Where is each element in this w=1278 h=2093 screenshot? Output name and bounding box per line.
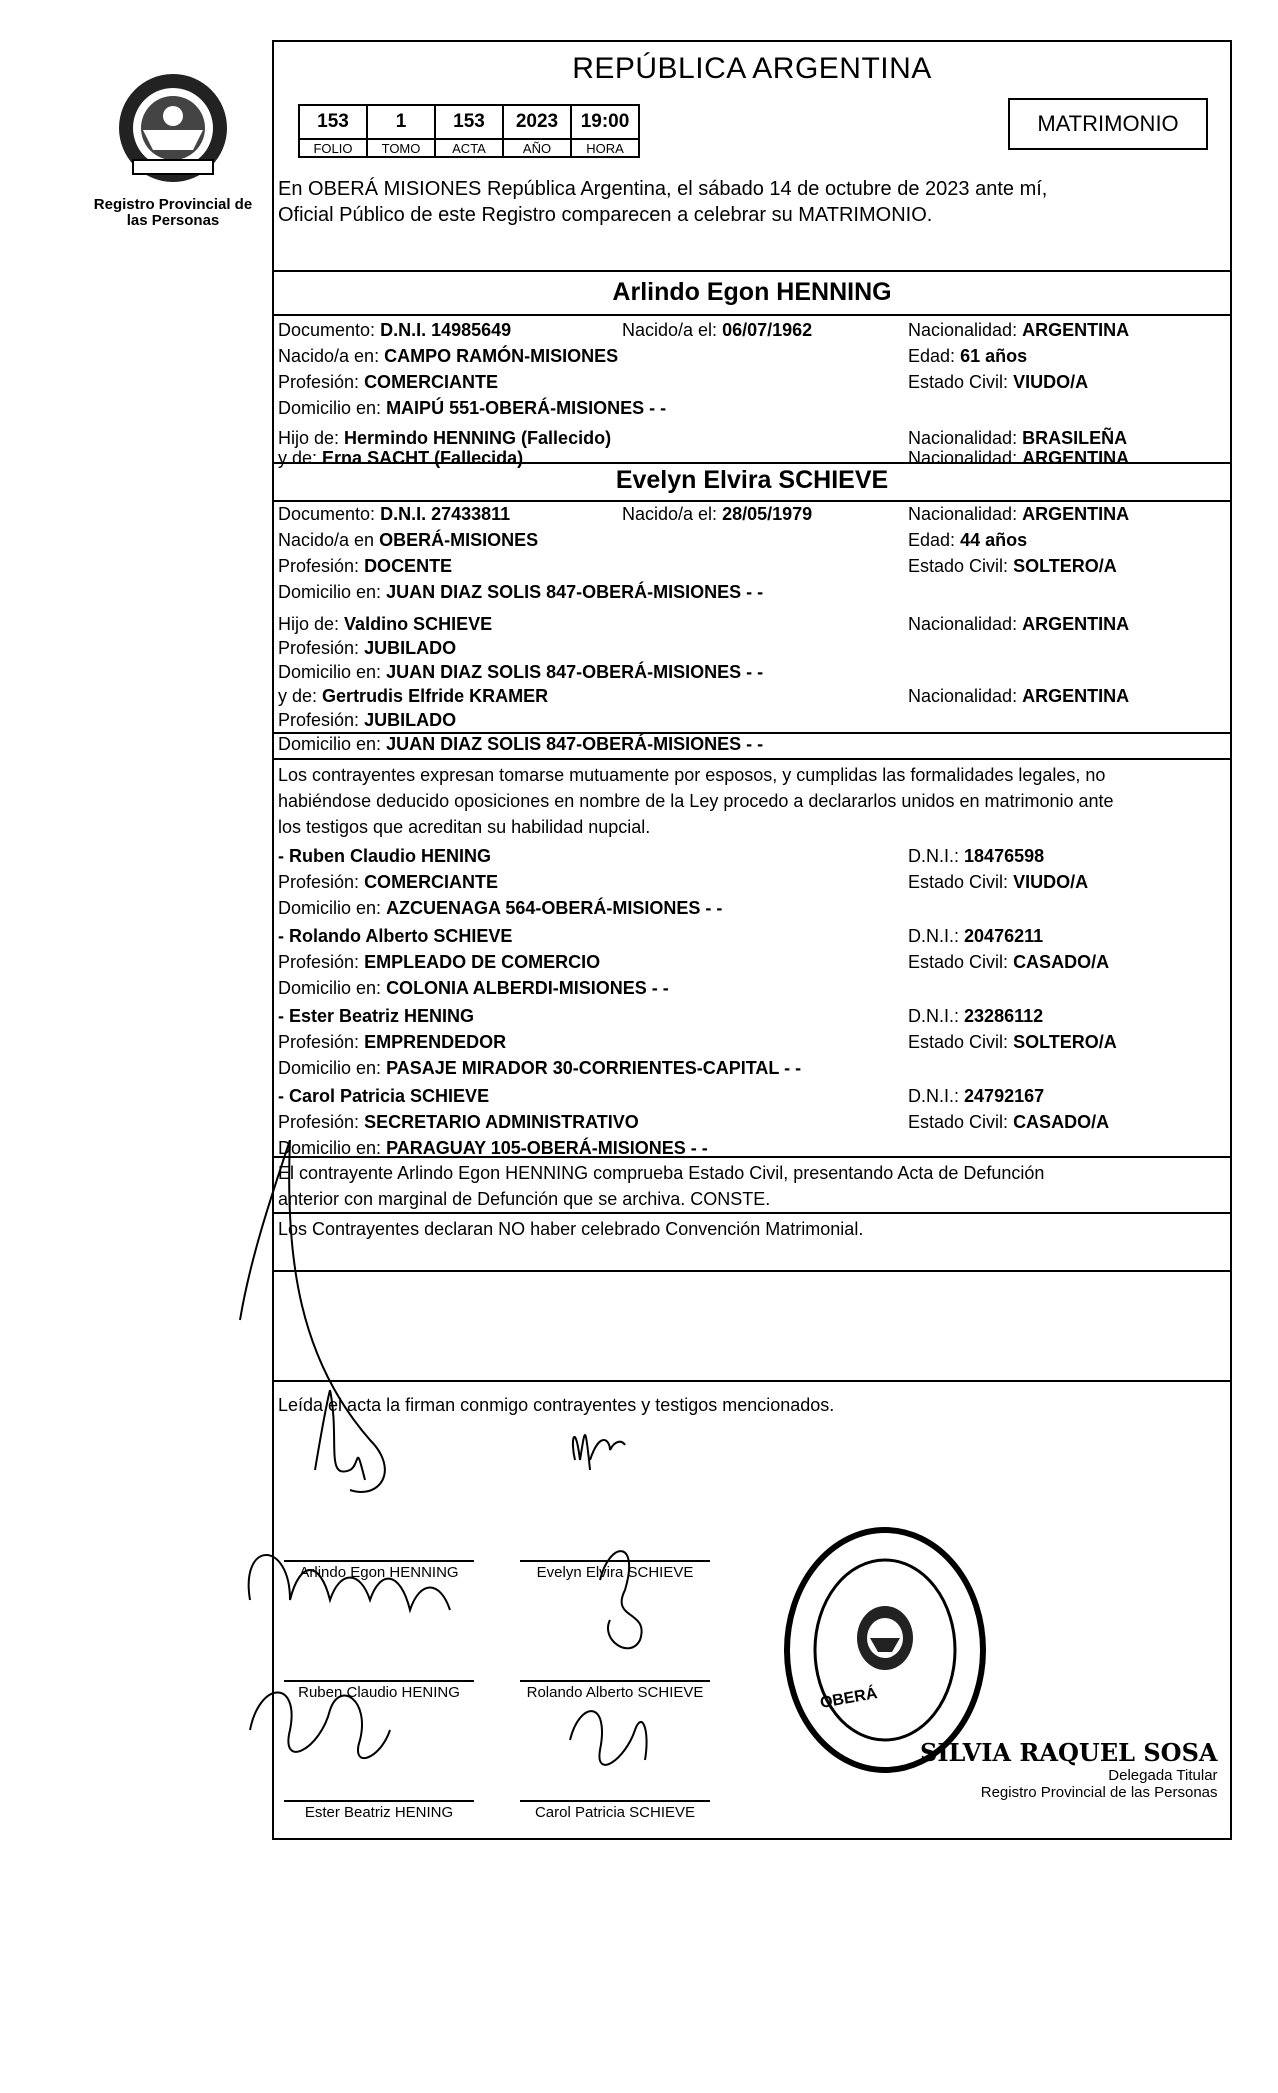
spouse2-dni: D.N.I. 27433811 (380, 504, 511, 524)
signature-line-witness4: Carol Patricia SCHIEVE (520, 1800, 710, 1821)
spouse2-mother: Gertrudis Elfride KRAMER (322, 686, 549, 706)
acta-value: 153 (435, 105, 503, 139)
spouse1-father-nationality: BRASILEÑA (1022, 428, 1128, 448)
witness-civil-status: SOLTERO/A (1013, 1032, 1117, 1052)
witness-dni: 24792167 (964, 1086, 1045, 1106)
spouse2-birthplace: OBERÁ-MISIONES (379, 530, 539, 550)
spouse1-nationality: ARGENTINA (1022, 320, 1130, 340)
witness-civil-status: CASADO/A (1013, 952, 1110, 972)
witness-name: - Rolando Alberto SCHIEVE (278, 926, 513, 946)
spouse2-father: Valdino SCHIEVE (344, 614, 493, 634)
spouse2-civil-status: SOLTERO/A (1013, 556, 1117, 576)
tomo-label: TOMO (367, 139, 435, 157)
civil-proof-line-2: anterior con marginal de Defunción que se archiva. CONSTE. (278, 1189, 771, 1209)
witness-profession: COMERCIANTE (364, 872, 499, 892)
spouse1-birthdate: 06/07/1962 (722, 320, 813, 340)
folio-label: FOLIO (299, 139, 367, 157)
spouse1-birthplace: CAMPO RAMÓN-MISIONES (384, 346, 619, 366)
witness-address: COLONIA ALBERDI-MISIONES - - (386, 978, 669, 998)
tomo-value: 1 (367, 105, 435, 139)
registry-name: Registro Provincial de las Personas (93, 196, 253, 229)
spouse1-address: MAIPÚ 551-OBERÁ-MISIONES - - (386, 398, 667, 418)
witness-dni: 18476598 (964, 846, 1045, 866)
closing-text: Leída el acta la firman conmigo contrayentes y testigos mencionados. (278, 1395, 835, 1415)
spouse1-civil-status: VIUDO/A (1013, 372, 1089, 392)
spouse1-profession: COMERCIANTE (364, 372, 499, 392)
spouse1-section: Arlindo Egon HENNING Documento: D.N.I. 14985649 Nacido/a el: 06/07/1962 Nacionalidad: ARGENTINA Nacido/a en: CAMPO RAMÓN-MISIONES Edad: 61 años Profesión: COMERCIANTE Estado Civil: VIUDO/A Domicilio en: MAIPÚ 551-OBERÁ-MISIONES - - Hijo de: Hermindo HENNING (Fallecido) Nacionalidad: BRASILEÑA y de: Erna SACHT (Fallecida) Nacionalidad: ARGENTINA (274, 272, 1230, 464)
witness-civil-status: VIUDO/A (1013, 872, 1089, 892)
civil-proof-line-1: El contrayente Arlindo Egon HENNING comprueba Estado Civil, presentando Acta de Defunción (278, 1163, 1045, 1183)
acta-label: ACTA (435, 139, 503, 157)
signature-line-witness2: Rolando Alberto SCHIEVE (520, 1680, 710, 1701)
intro-text (278, 176, 1226, 228)
spouse1-mother: Erna SACHT (Fallecida) (322, 448, 524, 468)
witnesses-section: Los contrayentes expresan tomarse mutuamente por esposos, y cumplidas las formalidades legales, no habiéndose deducido oposiciones en nombre de la Ley procedo a declararlos unidos en matrimonio ante los testigos que acreditan su habilidad nupcial. - Ruben Claudio HENING D.N.I.: 18476598 Profesión: COMERCIANTE Estado Civil: VIUDO/A Domicilio en: AZCUENAGA 564-OBERÁ-MISIONES - - - Rolando Alberto SCHIEVE D.N.I.: 20476211 Profesión: EMPLEADO DE COMERCIO Estado Civil: CASADO/A Domicilio en: COLONIA ALBERDI-MISIONES - - - Ester Beatriz HENING D.N.I.: 23286112 Profesión: EMPRENDEDOR Estado Civil: SOLTERO/A Domicilio en: PASAJE MIRADOR 30-CORRIENTES-CAPITAL - - - Carol Patricia SCHIEVE D.N.I.: 24792167 Profesión: SECRETARIO ADMINISTRATIVO Estado Civil: CASADO/A Domicilio en: PARAGUAY 105-OBERÁ-MISIONES - - (274, 758, 1230, 1158)
header-section (274, 42, 1230, 272)
witness-name: - Ester Beatriz HENING (278, 1006, 475, 1026)
blank-section (274, 1272, 1230, 1382)
signature-line-witness1: Ruben Claudio HENING (284, 1680, 474, 1701)
record-codes (298, 104, 640, 158)
spouse2-name: Evelyn Elvira SCHIEVE (615, 466, 889, 494)
witness-profession: EMPLEADO DE COMERCIO (364, 952, 601, 972)
spouse2-father-profession: JUBILADO (364, 638, 457, 658)
page-title: REPÚBLICA ARGENTINA (572, 52, 932, 85)
spouse2-mother-profession: JUBILADO (364, 710, 457, 730)
witness-address: PASAJE MIRADOR 30-CORRIENTES-CAPITAL - - (386, 1058, 802, 1078)
signature-line-witness3: Ester Beatriz HENING (284, 1800, 474, 1821)
official-role: Delegada Titular (1108, 1767, 1218, 1784)
spouse2-mother-address: JUAN DIAZ SOLIS 847-OBERÁ-MISIONES - - (386, 734, 764, 754)
hora-label: HORA (571, 139, 639, 157)
signature-line-spouse2: Evelyn Elvira SCHIEVE (520, 1560, 710, 1581)
witness-dni: 20476211 (964, 926, 1044, 946)
witness-profession: EMPRENDEDOR (364, 1032, 507, 1052)
anio-value: 2023 (503, 105, 571, 139)
spouse2-nationality: ARGENTINA (1022, 504, 1130, 524)
province-seal-icon (113, 68, 233, 188)
act-type-box: MATRIMONIO (1008, 98, 1208, 150)
witness-name: - Carol Patricia SCHIEVE (278, 1086, 490, 1106)
anio-label: AÑO (503, 139, 571, 157)
marriage-certificate: REPÚBLICA ARGENTINA 153 1 153 2023 19:00 FOLIO TOMO ACTA AÑO HORA MATRIMONIO En OBERÁ MISIONES República Argentina, el sábado 14 de octubre de 2023 ante mí, Oficial Público de este Registro comparecen a celebrar su MATRIMONIO. Arlindo Egon HENNING Documento: D.N.I. 14985649 Nacido/a el: 06/07/1962 Nacionalidad: ARGENTINA Nacido/a en: CAMPO RAMÓN-MISIONES Edad: 61 años Profesión: COMERCIANTE Estado Civil: VIUDO/A Domicilio en: MAIPÚ 551-OBERÁ-MISIONES - - Hijo de: Hermindo HENNING (Fallecido) Nacionalidad: BRASILEÑA y de: Erna SACHT (Fallecida) Nacionalidad: ARGENTINA Evelyn Elvira SCHIEVE Documento: D.N.I. 27433811 Nacido/a el: 28/05/1979 Nacionalidad: ARGENTINA Nacido/a en OBERÁ-MISIONES Edad: 44 años Profesión: DOCENTE Estado Civil: SOLTERO/A Domicilio en: JUAN DIAZ SOLIS 847-OBERÁ-MISIONES - - Hijo de: Valdino SCHIEVE Nacionalidad: ARGENTINA Profesión: JUBILADO Domicilio en: JUAN DIAZ SOLIS 847-OBERÁ-MISIONES - - y de: Gertrudis Elfride KRAMER Nacionalidad: ARGENTINA Profesión: JUBILADO Domicilio en: JUAN DIAZ SOLIS 847-OBERÁ-MISIONES - - Los contrayentes expresan tomarse mutuamente por esposos, y cumplidas las formalidades legales, no habiéndose deducido oposiciones en nombre de la Ley procedo a declararlos unidos en matrimonio ante los testigos que acreditan su habilidad nupcial. - Ruben Claudio HENING D.N.I.: 18476598 Profesión: COMERCIANTE Estado Civil: VIUDO/A Domicilio en: AZCUENAGA 564-OBERÁ-MISIONES - - - Rolando Alberto SCHIEVE D.N.I.: 20476211 Profesión: EMPLEADO DE COMERCIO Estado Civil: CASADO/A Domicilio en: COLONIA ALBERDI-MISIONES - - - Ester Beatriz HENING D.N.I.: 23286112 Profesión: EMPRENDEDOR Estado Civil: SOLTERO/A Domicilio en: PASAJE MIRADOR 30-CORRIENTES-CAPITAL - - - Carol Patricia SCHIEVE D.N.I.: 24792167 Profesión: SECRETARIO ADMINISTRATIVO Estado Civil: CASADO/A Domicilio en: PARAGUAY 105-OBERÁ-MISIONES - - El contrayente Arlindo Egon HENNING comprueba Estado Civil, presentando Acta de Defunción anterior con marginal de Defunción que se archiva. CONSTE. Los Contrayentes declaran NO haber celebrado Convención Matrimonial. Leída el acta la firman conmigo contrayentes y testigos mencionados. Arlindo Egon HENNING Evelyn Elvira SCHIEVE Ruben Claudio HENING Rolando Alberto SCHIEVE Ester Beatriz HENING Carol Patricia SCHIEVE (272, 40, 1232, 1840)
witness-profession: SECRETARIO ADMINISTRATIVO (364, 1112, 639, 1132)
folio-value: 153 (299, 105, 367, 139)
convention-note: Los Contrayentes declaran NO haber celebrado Convención Matrimonial. (278, 1219, 864, 1239)
witness-dni: 23286112 (964, 1006, 1044, 1026)
declaration-text: Los contrayentes expresan tomarse mutuamente por esposos, y cumplidas las formalidades legales, no habiéndose deducido oposiciones en nombre de la Ley procedo a declararlos unidos en matrimonio ante los testigos que acreditan su habilidad nupcial. (278, 765, 1114, 837)
regime-section (274, 1214, 1230, 1272)
spouse2-father-address: JUAN DIAZ SOLIS 847-OBERÁ-MISIONES - - (386, 662, 764, 682)
witness-civil-status: CASADO/A (1013, 1112, 1110, 1132)
spouse1-dni: D.N.I. 14985649 (380, 320, 512, 340)
spouse1-mother-nationality: ARGENTINA (1022, 448, 1130, 468)
spouse2-birthdate: 28/05/1979 (722, 504, 813, 524)
hora-value: 19:00 (571, 105, 639, 139)
spouse2-address: JUAN DIAZ SOLIS 847-OBERÁ-MISIONES - - (386, 582, 764, 602)
stamp-center-text: OBERÁ (818, 1685, 879, 1712)
official-name: SILVIA RAQUEL SOSA (920, 1738, 1218, 1767)
spouse1-father: Hermindo HENNING (Fallecido) (344, 428, 612, 448)
official-org: Registro Provincial de las Personas (980, 1784, 1218, 1801)
spouse2-age: 44 años (960, 530, 1028, 550)
intro-line-1: En OBERÁ MISIONES República Argentina, el sábado 14 de octubre de 2023 ante mí, (278, 178, 1048, 200)
witness-address: AZCUENAGA 564-OBERÁ-MISIONES - - (386, 898, 723, 918)
spouse1-age: 61 años (960, 346, 1028, 366)
spouse2-father-nationality: ARGENTINA (1022, 614, 1130, 634)
civil-proof-section (274, 1158, 1230, 1214)
spouse1-name: Arlindo Egon HENNING (612, 278, 892, 306)
spouse2-mother-nationality: ARGENTINA (1022, 686, 1130, 706)
intro-line-2: Oficial Público de este Registro comparecen a celebrar su MATRIMONIO. (278, 204, 933, 226)
witness-name: - Ruben Claudio HENING (278, 846, 491, 866)
registry-logo (88, 68, 258, 229)
spouse2-section: Evelyn Elvira SCHIEVE Documento: D.N.I. 27433811 Nacido/a el: 28/05/1979 Nacionalidad: ARGENTINA Nacido/a en OBERÁ-MISIONES Edad: 44 años Profesión: DOCENTE Estado Civil: SOLTERO/A Domicilio en: JUAN DIAZ SOLIS 847-OBERÁ-MISIONES - - Hijo de: Valdino SCHIEVE Nacionalidad: ARGENTINA Profesión: JUBILADO Domicilio en: JUAN DIAZ SOLIS 847-OBERÁ-MISIONES - - y de: Gertrudis Elfride KRAMER Nacionalidad: ARGENTINA Profesión: JUBILADO (274, 464, 1230, 734)
official-block (920, 1738, 1218, 1801)
spouse2-profession: DOCENTE (364, 556, 453, 576)
witness-address: PARAGUAY 105-OBERÁ-MISIONES - - (386, 1138, 708, 1158)
signature-line-spouse1: Arlindo Egon HENNING (284, 1560, 474, 1581)
